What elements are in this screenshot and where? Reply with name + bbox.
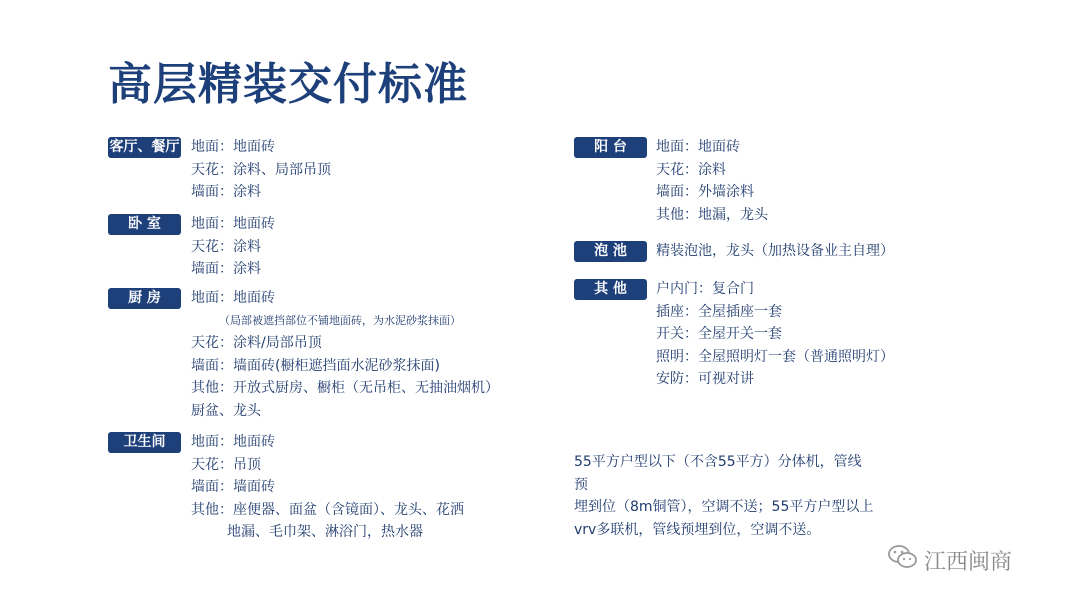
note-line: 55平方户型以下（不含55平方）分体机，管线预 bbox=[574, 454, 862, 493]
air-conditioning-note bbox=[574, 451, 874, 541]
spec-line: 安防：可视对讲 bbox=[656, 371, 754, 387]
spec-line: 插座：全屋插座一套 bbox=[656, 303, 782, 320]
section-tag: 泡 池 bbox=[574, 241, 647, 262]
spec-line: 墙面：外墙涂料 bbox=[656, 184, 754, 200]
spec-line: 照明：全屋照明灯一套（普通照明灯） bbox=[656, 348, 894, 365]
page-title: 高层精装交付标准 bbox=[108, 59, 468, 110]
section-tag: 卫生间 bbox=[108, 432, 181, 453]
spec-line: 墙面：墙面砖(橱柜遮挡面水泥砂浆抹面) bbox=[191, 357, 440, 374]
note-line: 埋到位（8m铜管），空调不送；55平方户型以上 bbox=[574, 499, 874, 515]
section-tag: 其 他 bbox=[574, 279, 647, 300]
spec-line: 其他：地漏，龙头 bbox=[656, 206, 768, 223]
watermark bbox=[888, 544, 1012, 576]
spec-line: 天花：涂料 bbox=[656, 161, 726, 178]
spec-line: 天花：涂料/局部吊顶 bbox=[191, 335, 322, 351]
spec-line: 墙面：涂料 bbox=[191, 184, 261, 200]
spec-line: 其他：开放式厨房、橱柜（无吊柜、无抽油烟机） bbox=[191, 380, 499, 396]
note-line: vrv多联机，管线预埋到位，空调不送。 bbox=[574, 521, 821, 538]
spec-line: 地面：地面砖 bbox=[191, 290, 275, 306]
spec-line: 精装泡池，龙头（加热设备业主自理） bbox=[656, 243, 894, 259]
section-tag: 阳 台 bbox=[574, 137, 647, 158]
spec-line: 地面：地面砖 bbox=[191, 139, 275, 155]
spec-line: 户内门：复合门 bbox=[656, 281, 754, 297]
spec-line: 地面：地面砖 bbox=[656, 139, 740, 155]
spec-line: 天花：涂料、局部吊顶 bbox=[191, 161, 331, 178]
section-tag: 卧 室 bbox=[108, 214, 181, 235]
watermark-text: 江西闽商 bbox=[924, 549, 1013, 575]
section-tag: 厨 房 bbox=[108, 288, 181, 309]
spec-line: 天花：涂料 bbox=[191, 238, 261, 255]
spec-line: 其他：座便器、面盆（含镜面）、龙头、花洒 bbox=[191, 501, 464, 518]
spec-line: 厨盆、龙头 bbox=[191, 402, 261, 419]
section-tag: 客厅、餐厅 bbox=[108, 137, 181, 158]
spec-line: 墙面：涂料 bbox=[191, 261, 261, 277]
spec-line: 开关：全屋开关一套 bbox=[656, 326, 782, 342]
spec-line: 地面：地面砖 bbox=[191, 434, 275, 450]
spec-line: 墙面：墙面砖 bbox=[191, 479, 275, 495]
wechat-icon bbox=[888, 544, 924, 576]
spec-note: （局部被遮挡部位不铺地面砖，为水泥砂浆抹面） bbox=[219, 313, 461, 327]
spec-line: 天花：吊顶 bbox=[191, 456, 261, 473]
spec-line: 地面：地面砖 bbox=[191, 216, 275, 232]
spec-line: 地漏、毛巾架、淋浴门，热水器 bbox=[227, 524, 423, 540]
